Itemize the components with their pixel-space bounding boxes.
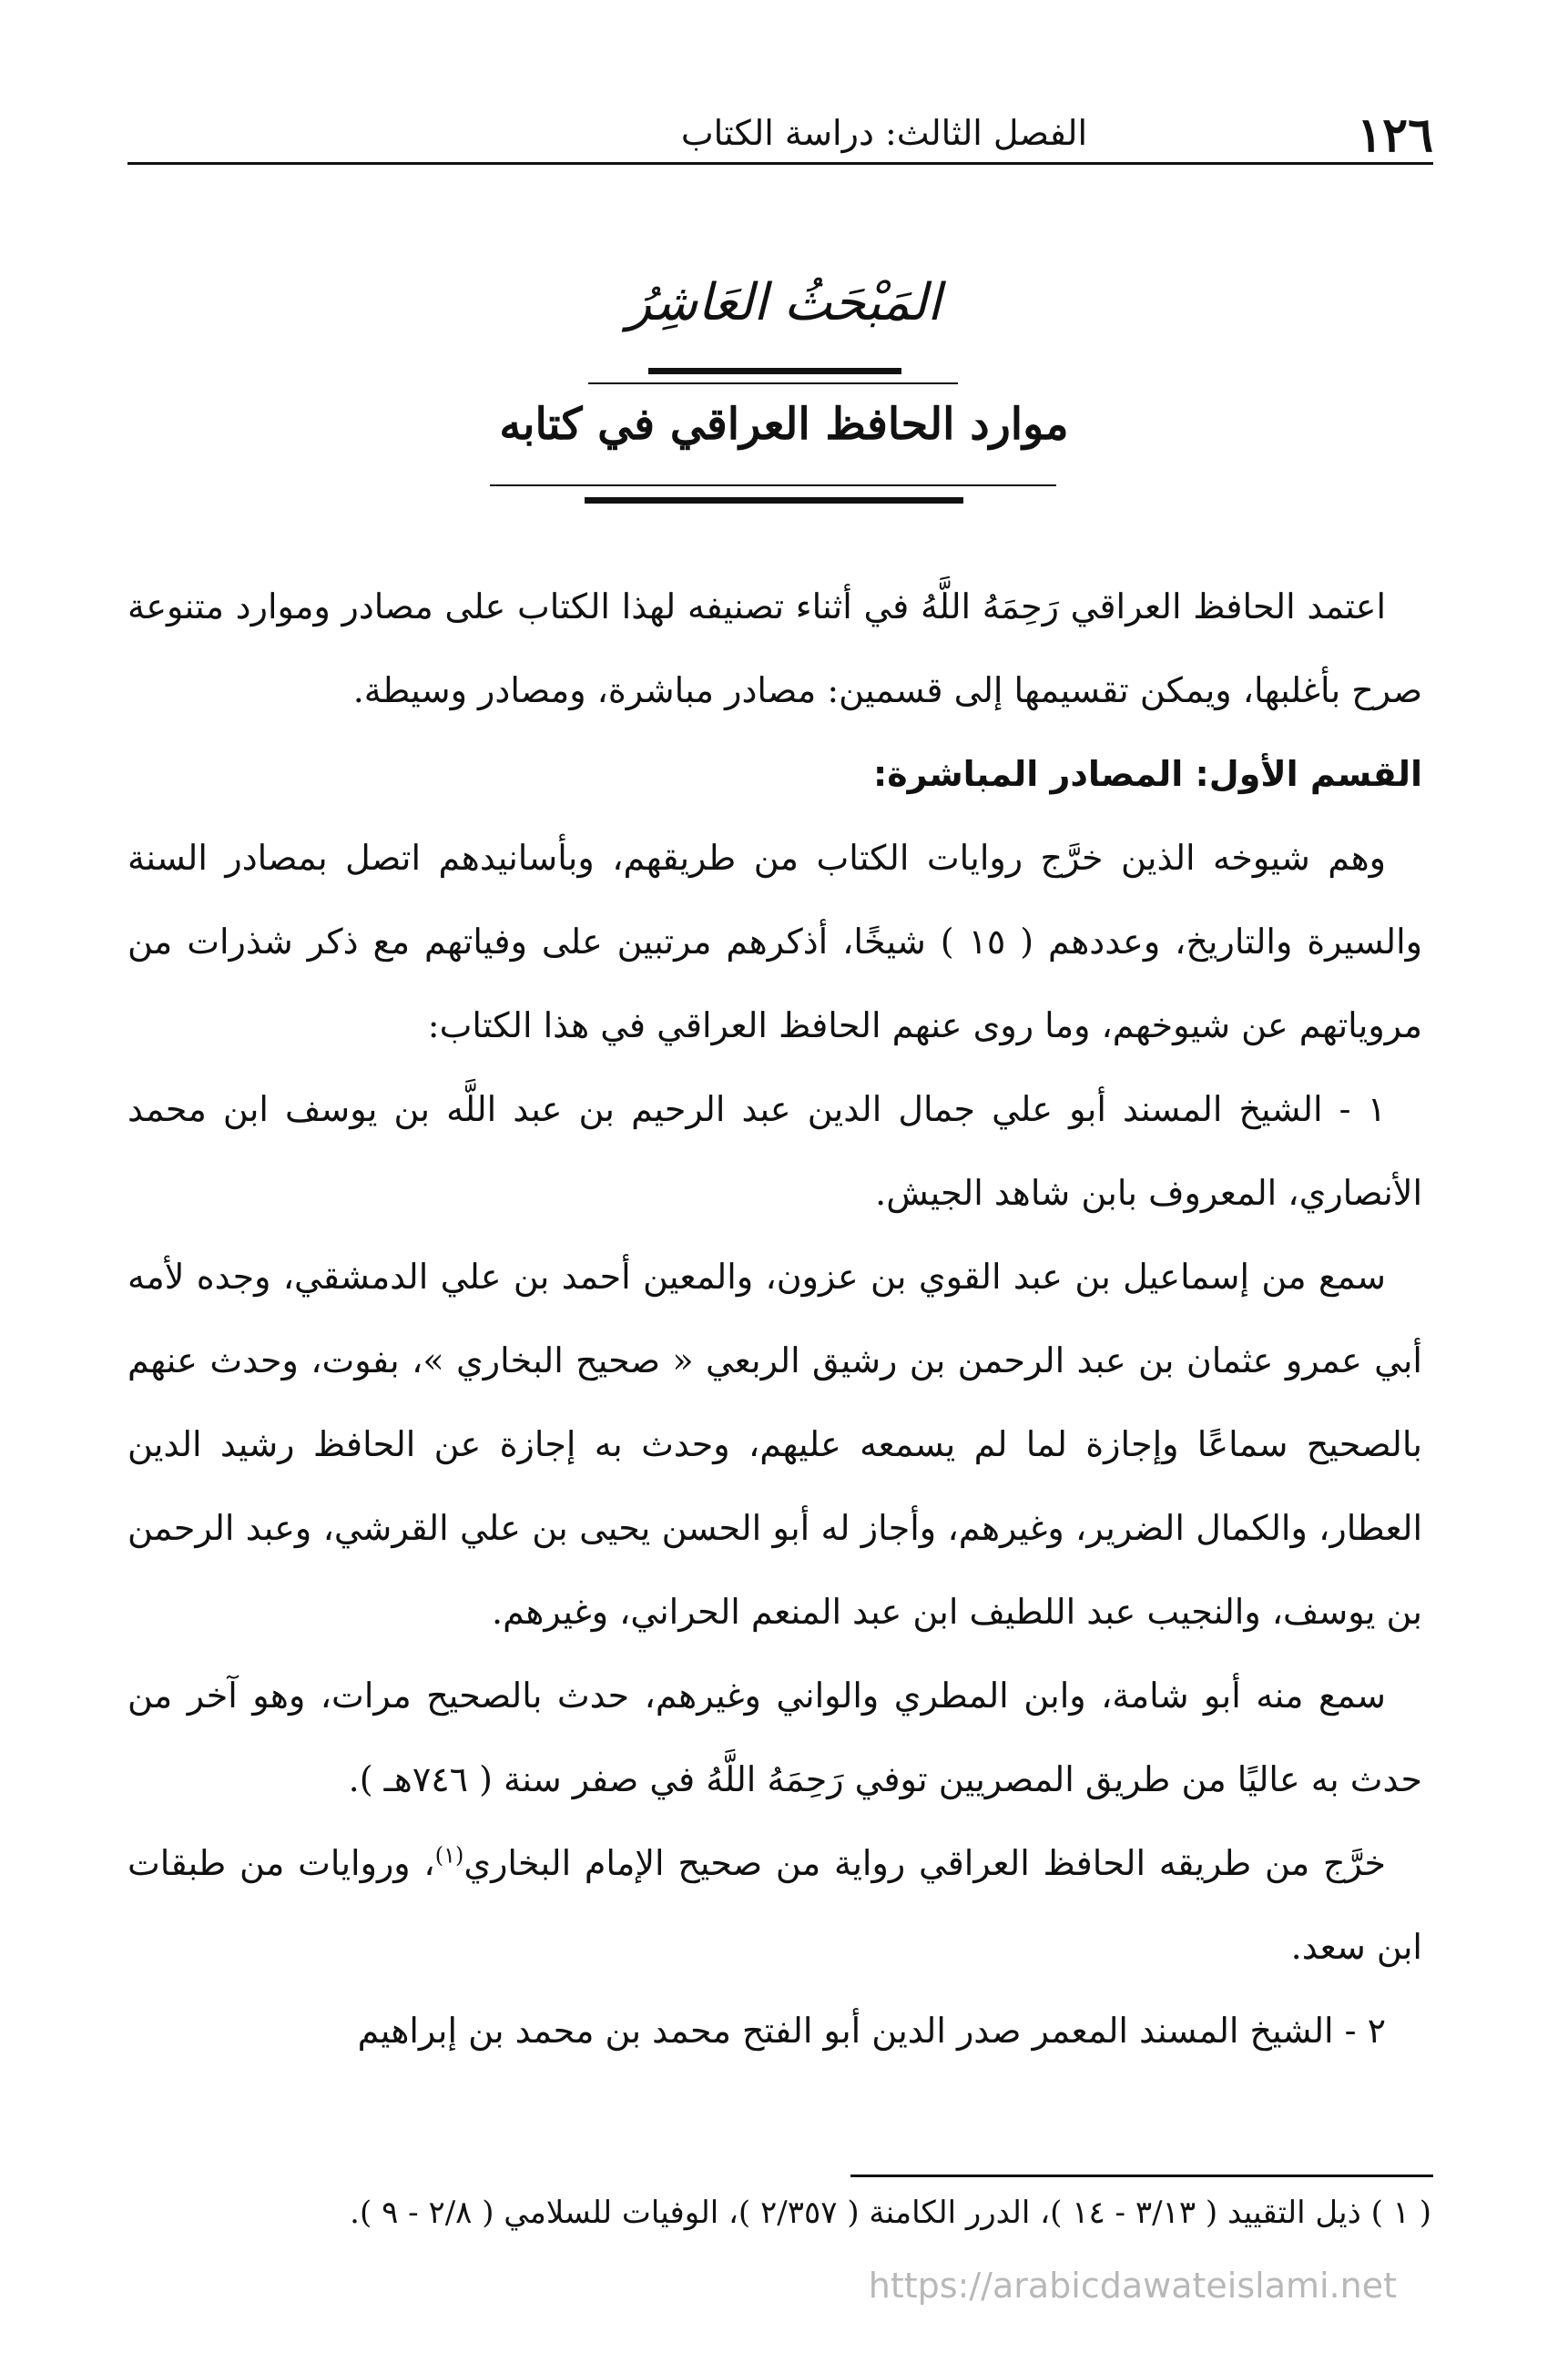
heading-rule-thick-top [648,368,901,374]
section-subtitle: موارد الحافظ العراقي في كتابه [499,399,1069,450]
running-header [127,107,1433,162]
subsection-heading: القسم الأول: المصادر المباشرة: [873,754,1422,794]
riwaya-text: خرَّج من طريقه الحافظ العراقي رواية من صحيح الإمام البخاري [463,1843,1386,1883]
heading-rule-thin-bottom [490,484,1056,486]
paragraph-entry-1: ١ - الشيخ المسند أبو علي جمال الدين عبد الرحيم بن عبد اللَّه بن يوسف ابن محمد الأنصاري، المعروف بابن شاهد الجيش. [127,1089,1422,1213]
watermark-url: https://arabicdawateislami.net [868,2266,1397,2306]
riwaya-tail: ، وروايات من طبقات ابن سعد. [127,1843,1422,1967]
body-text [127,565,1422,2073]
footnote: ( ١ ) ذيل التقييد ( ٣/١٣ - ١٤ )، الدرر الكامنة ( ٢/٣٥٧ )، الوفيات للسلامي ( ٢/٨ - ٩ ). [350,2195,1431,2231]
paragraph-shuyukh: وهم شيوخه الذين خرَّج روايات الكتاب من طريقهم، وبأسانيدهم اتصل بمصادر السنة والسيرة والتاريخ، وعددهم ( ١٥ ) شيخًا، أذكرهم مرتبين على وفياتهم مع ذكر شذرات من مروياتهم عن شيوخهم، وما روى عنهم الحافظ العراقي في هذا الكتاب: [127,838,1422,1045]
footnote-rule [850,2175,1433,2177]
heading-rule-thick-bottom [585,497,963,504]
paragraph-entry-2: ٢ - الشيخ المسند المعمر صدر الدين أبو الفتح محمد بن محمد بن إبراهيم [357,2011,1386,2051]
footnote-reference[interactable]: (١) [434,1842,464,1869]
paragraph-entry-1-death: سمع منه أبو شامة، وابن المطري والواني وغيرهم، حدث بالصحيح مرات، وهو آخر من حدث به عاليًا من طريق المصريين توفي رَحِمَهُ اللَّهُ في صفر سنة ( ٧٤٦هـ ). [127,1675,1422,1799]
paragraph-intro: اعتمد الحافظ العراقي رَحِمَهُ اللَّهُ في أثناء تصنيفه لهذا الكتاب على مصادر وموارد متنوعة صرح بأغلبها، ويمكن تقسيمها إلى قسمين: مصادر مباشرة، ومصادر وسيطة. [127,586,1422,710]
paragraph-entry-1-riwaya [127,1821,1422,1989]
section-heading: المَبْحَثُ العَاشِرُ [626,273,942,332]
page-number: ١٢٦ [1357,107,1433,163]
chapter-title: الفصل الثالث: دراسة الكتاب [680,113,1087,153]
header-rule [127,162,1433,165]
paragraph-entry-1-sama: سمع من إسماعيل بن عبد القوي بن عزون، والمعين أحمد بن علي الدمشقي، وجده لأمه أبي عمرو عثمان بن عبد الرحمن بن رشيق الربعي « صحيح البخاري »، بفوت، وحدث عنهم بالصحيح سماعًا وإجازة لما لم يسمعه عليهم، وحدث به إجازة عن الحافظ رشيد الدين العطار، والكمال الضرير، وغيرهم، وأجاز له أبو الحسن يحيى بن علي القرشي، وعبد الرحمن بن يوسف، والنجيب عبد اللطيف ابن عبد المنعم الحراني، وغيرهم. [127,1257,1422,1632]
heading-rule-thin-top [588,382,958,384]
